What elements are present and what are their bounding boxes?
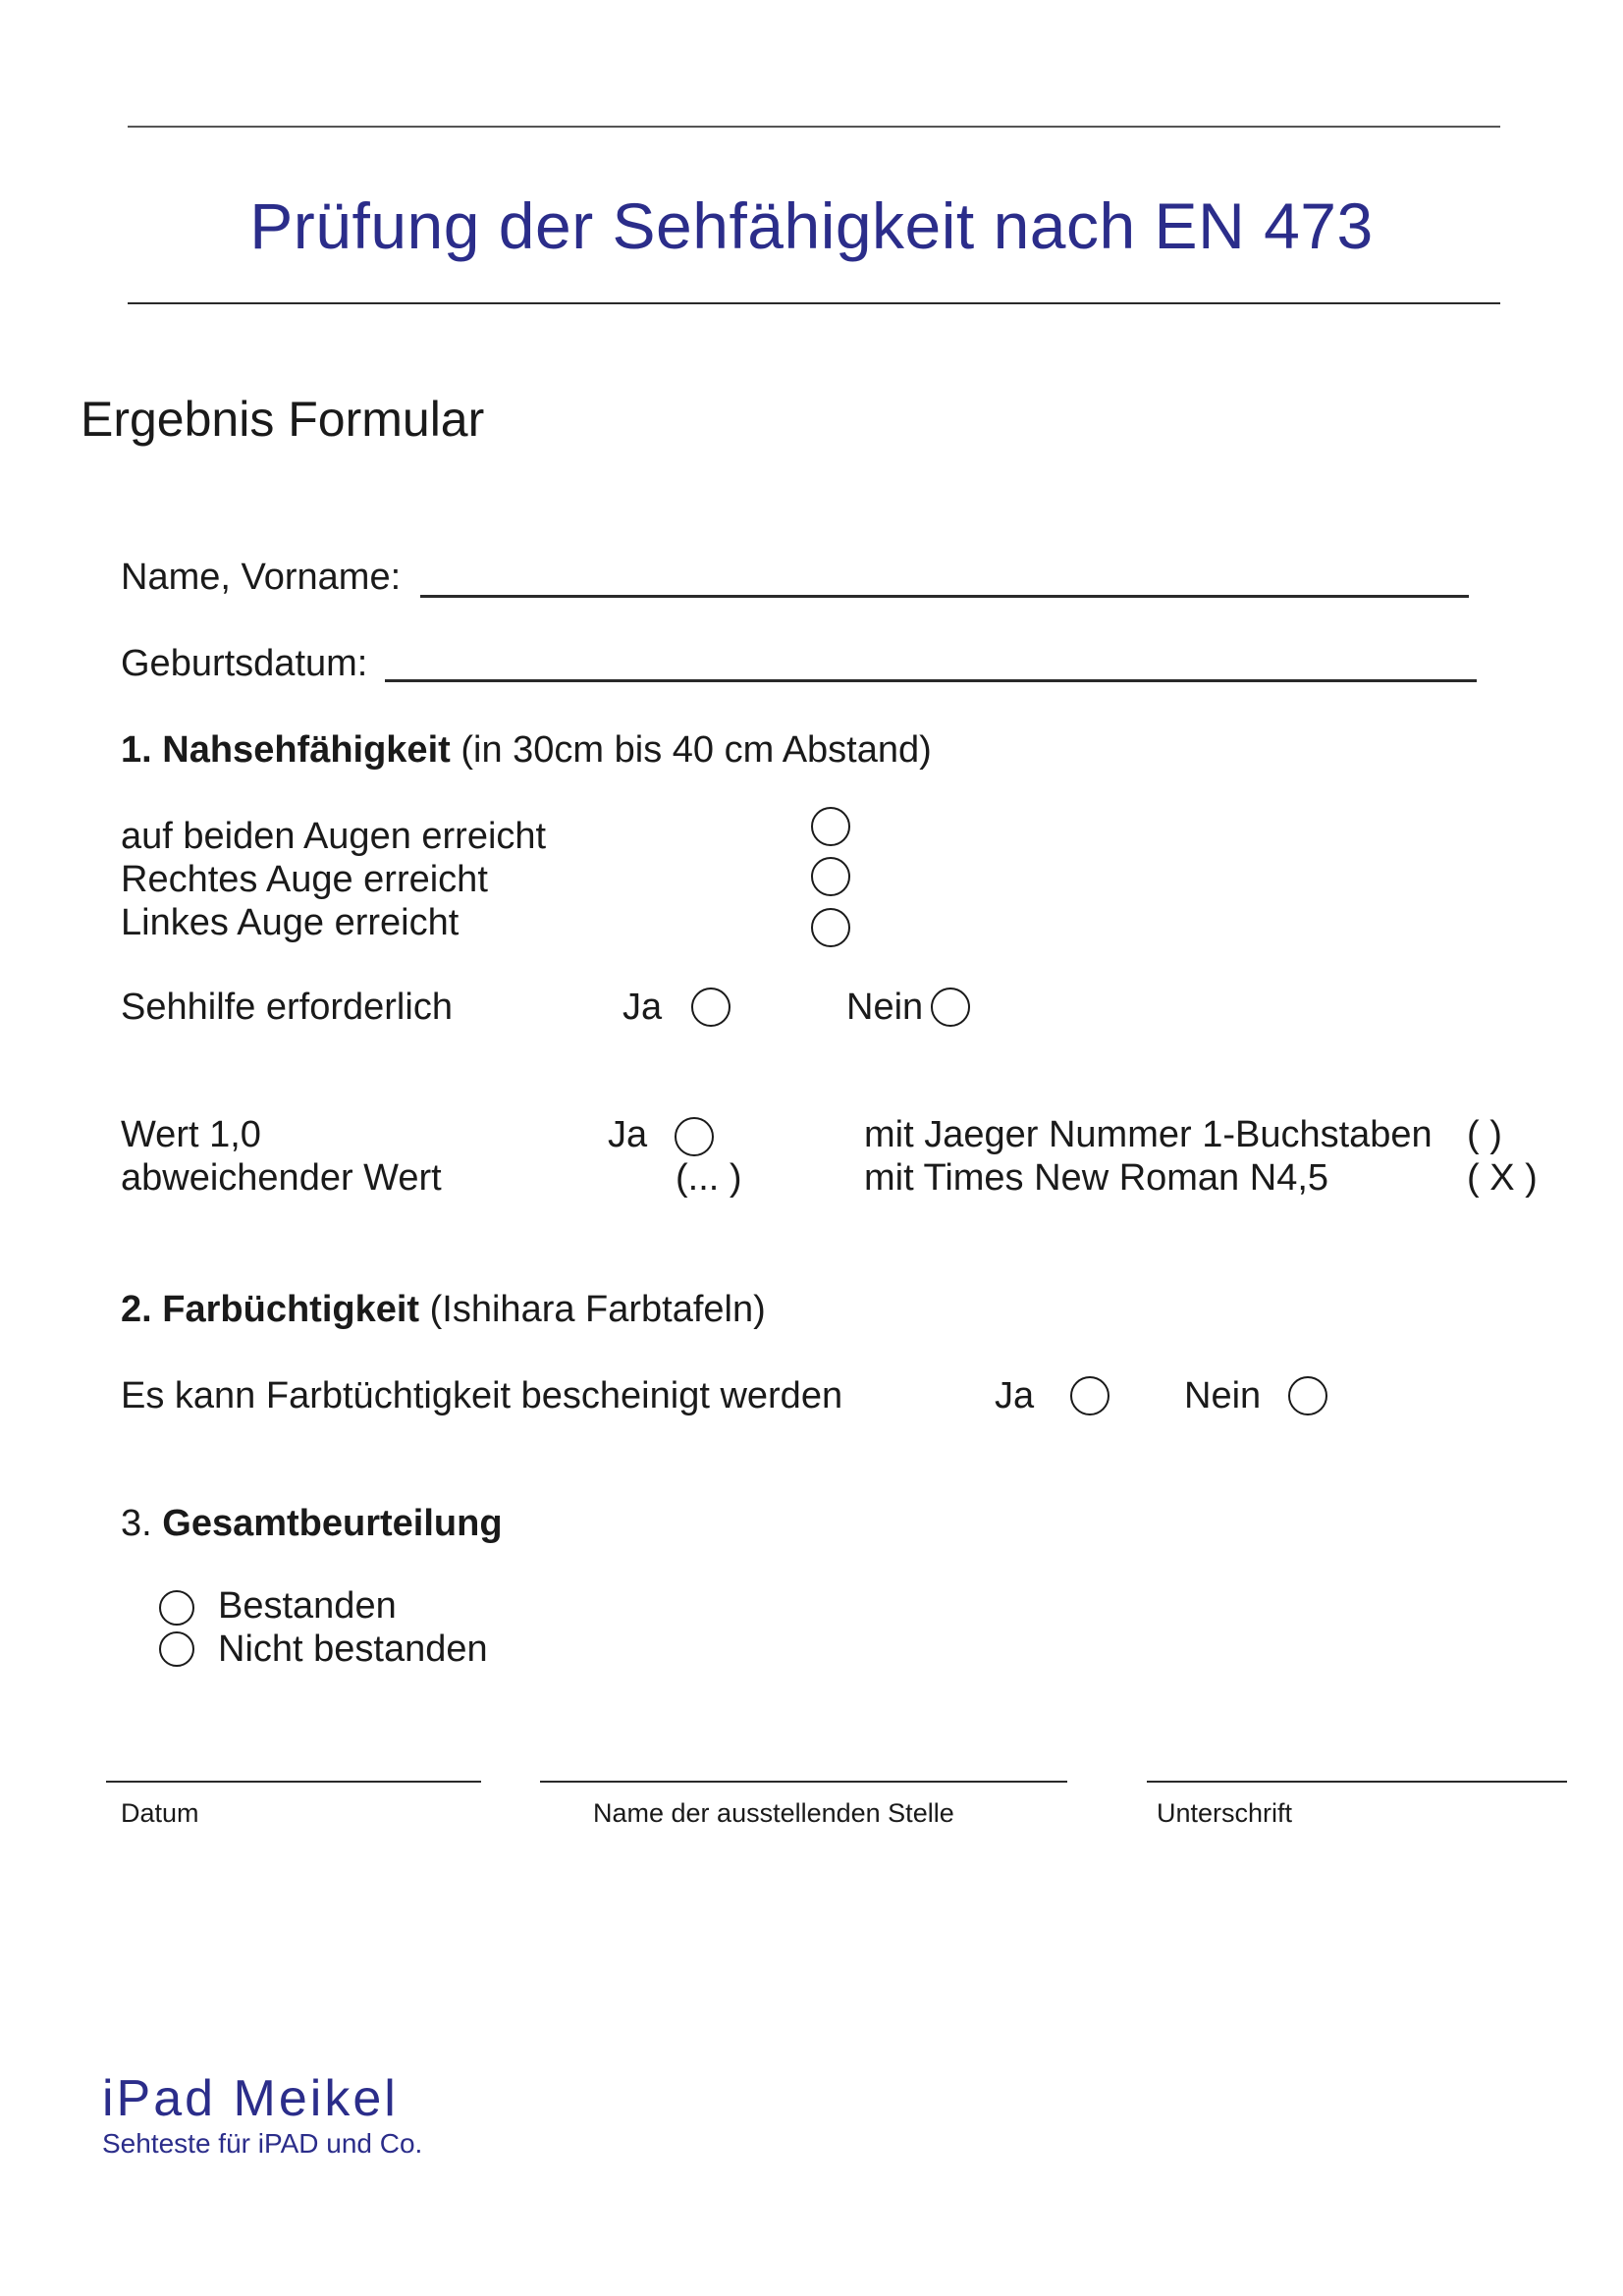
top-rule <box>128 126 1500 128</box>
radio-both-eyes[interactable] <box>811 807 850 846</box>
option-both-eyes: auf beiden Augen erreicht <box>121 816 547 857</box>
birthdate-input-line[interactable] <box>385 679 1477 682</box>
option-failed: Nicht bestanden <box>218 1629 488 1670</box>
radio-wert-yes[interactable] <box>675 1117 714 1156</box>
aid-label: Sehhilfe erforderlich <box>121 987 453 1028</box>
deviating-value-field[interactable]: (... ) <box>676 1157 742 1199</box>
jaeger-label: mit Jaeger Nummer 1-Buchstaben <box>864 1114 1433 1155</box>
aid-no-label: Nein <box>846 987 924 1028</box>
deviating-label: abweichender Wert <box>121 1157 442 1199</box>
radio-passed[interactable] <box>159 1590 194 1626</box>
date-line[interactable] <box>106 1781 481 1783</box>
section2-number: 2. <box>121 1289 152 1330</box>
radio-left-eye[interactable] <box>811 908 850 947</box>
radio-right-eye[interactable] <box>811 857 850 896</box>
date-caption: Datum <box>121 1798 199 1828</box>
signature-caption: Unterschrift <box>1157 1798 1293 1828</box>
brand-tagline: Sehteste für iPAD und Co. <box>102 2128 423 2159</box>
section1-note: (in 30cm bis 40 cm Abstand) <box>460 729 932 771</box>
radio-failed[interactable] <box>159 1631 194 1667</box>
wert-yes-label: Ja <box>608 1114 648 1155</box>
section3-number: 3. <box>121 1503 152 1544</box>
option-left-eye: Linkes Auge erreicht <box>121 902 460 943</box>
section2-heading <box>121 1288 766 1331</box>
radio-aid-yes[interactable] <box>691 988 730 1027</box>
times-label: mit Times New Roman N4,5 <box>864 1157 1329 1199</box>
section3-heading <box>121 1502 503 1545</box>
aid-yes-label: Ja <box>622 987 663 1028</box>
section2-note: (Ishihara Farbtafeln) <box>429 1289 766 1330</box>
jaeger-checkbox[interactable]: ( ) <box>1467 1114 1502 1155</box>
option-right-eye: Rechtes Auge erreicht <box>121 859 488 900</box>
name-label: Name, Vorname: <box>121 557 402 598</box>
signature-line[interactable] <box>1147 1781 1567 1783</box>
issuer-line[interactable] <box>540 1781 1067 1783</box>
radio-colorvision-yes[interactable] <box>1070 1376 1109 1415</box>
colorvision-question: Es kann Farbtüchtigkeit bescheinigt werden <box>121 1375 843 1416</box>
wert-label: Wert 1,0 <box>121 1114 261 1155</box>
section2-title: Farbüchtigkeit <box>162 1289 420 1330</box>
radio-aid-no[interactable] <box>931 988 970 1027</box>
option-passed: Bestanden <box>218 1585 397 1627</box>
name-input-line[interactable] <box>420 595 1469 598</box>
section1-number: 1. <box>121 729 152 771</box>
section1-heading <box>121 728 932 772</box>
section1-title: Nahsehfähigkeit <box>162 729 451 771</box>
page-title: Prüfung der Sehfähigkeit nach EN 473 <box>249 189 1374 262</box>
section3-title: Gesamtbeurteilung <box>162 1503 503 1544</box>
form-subtitle: Ergebnis Formular <box>81 392 485 447</box>
birthdate-label: Geburtsdatum: <box>121 643 368 684</box>
radio-colorvision-no[interactable] <box>1288 1376 1327 1415</box>
times-checkbox[interactable]: ( X ) <box>1467 1157 1538 1199</box>
brand-logo: iPad Meikel <box>102 2070 399 2127</box>
colorvision-yes-label: Ja <box>995 1375 1035 1416</box>
issuer-caption: Name der ausstellenden Stelle <box>593 1798 954 1828</box>
title-rule <box>128 302 1500 304</box>
colorvision-no-label: Nein <box>1184 1375 1262 1416</box>
